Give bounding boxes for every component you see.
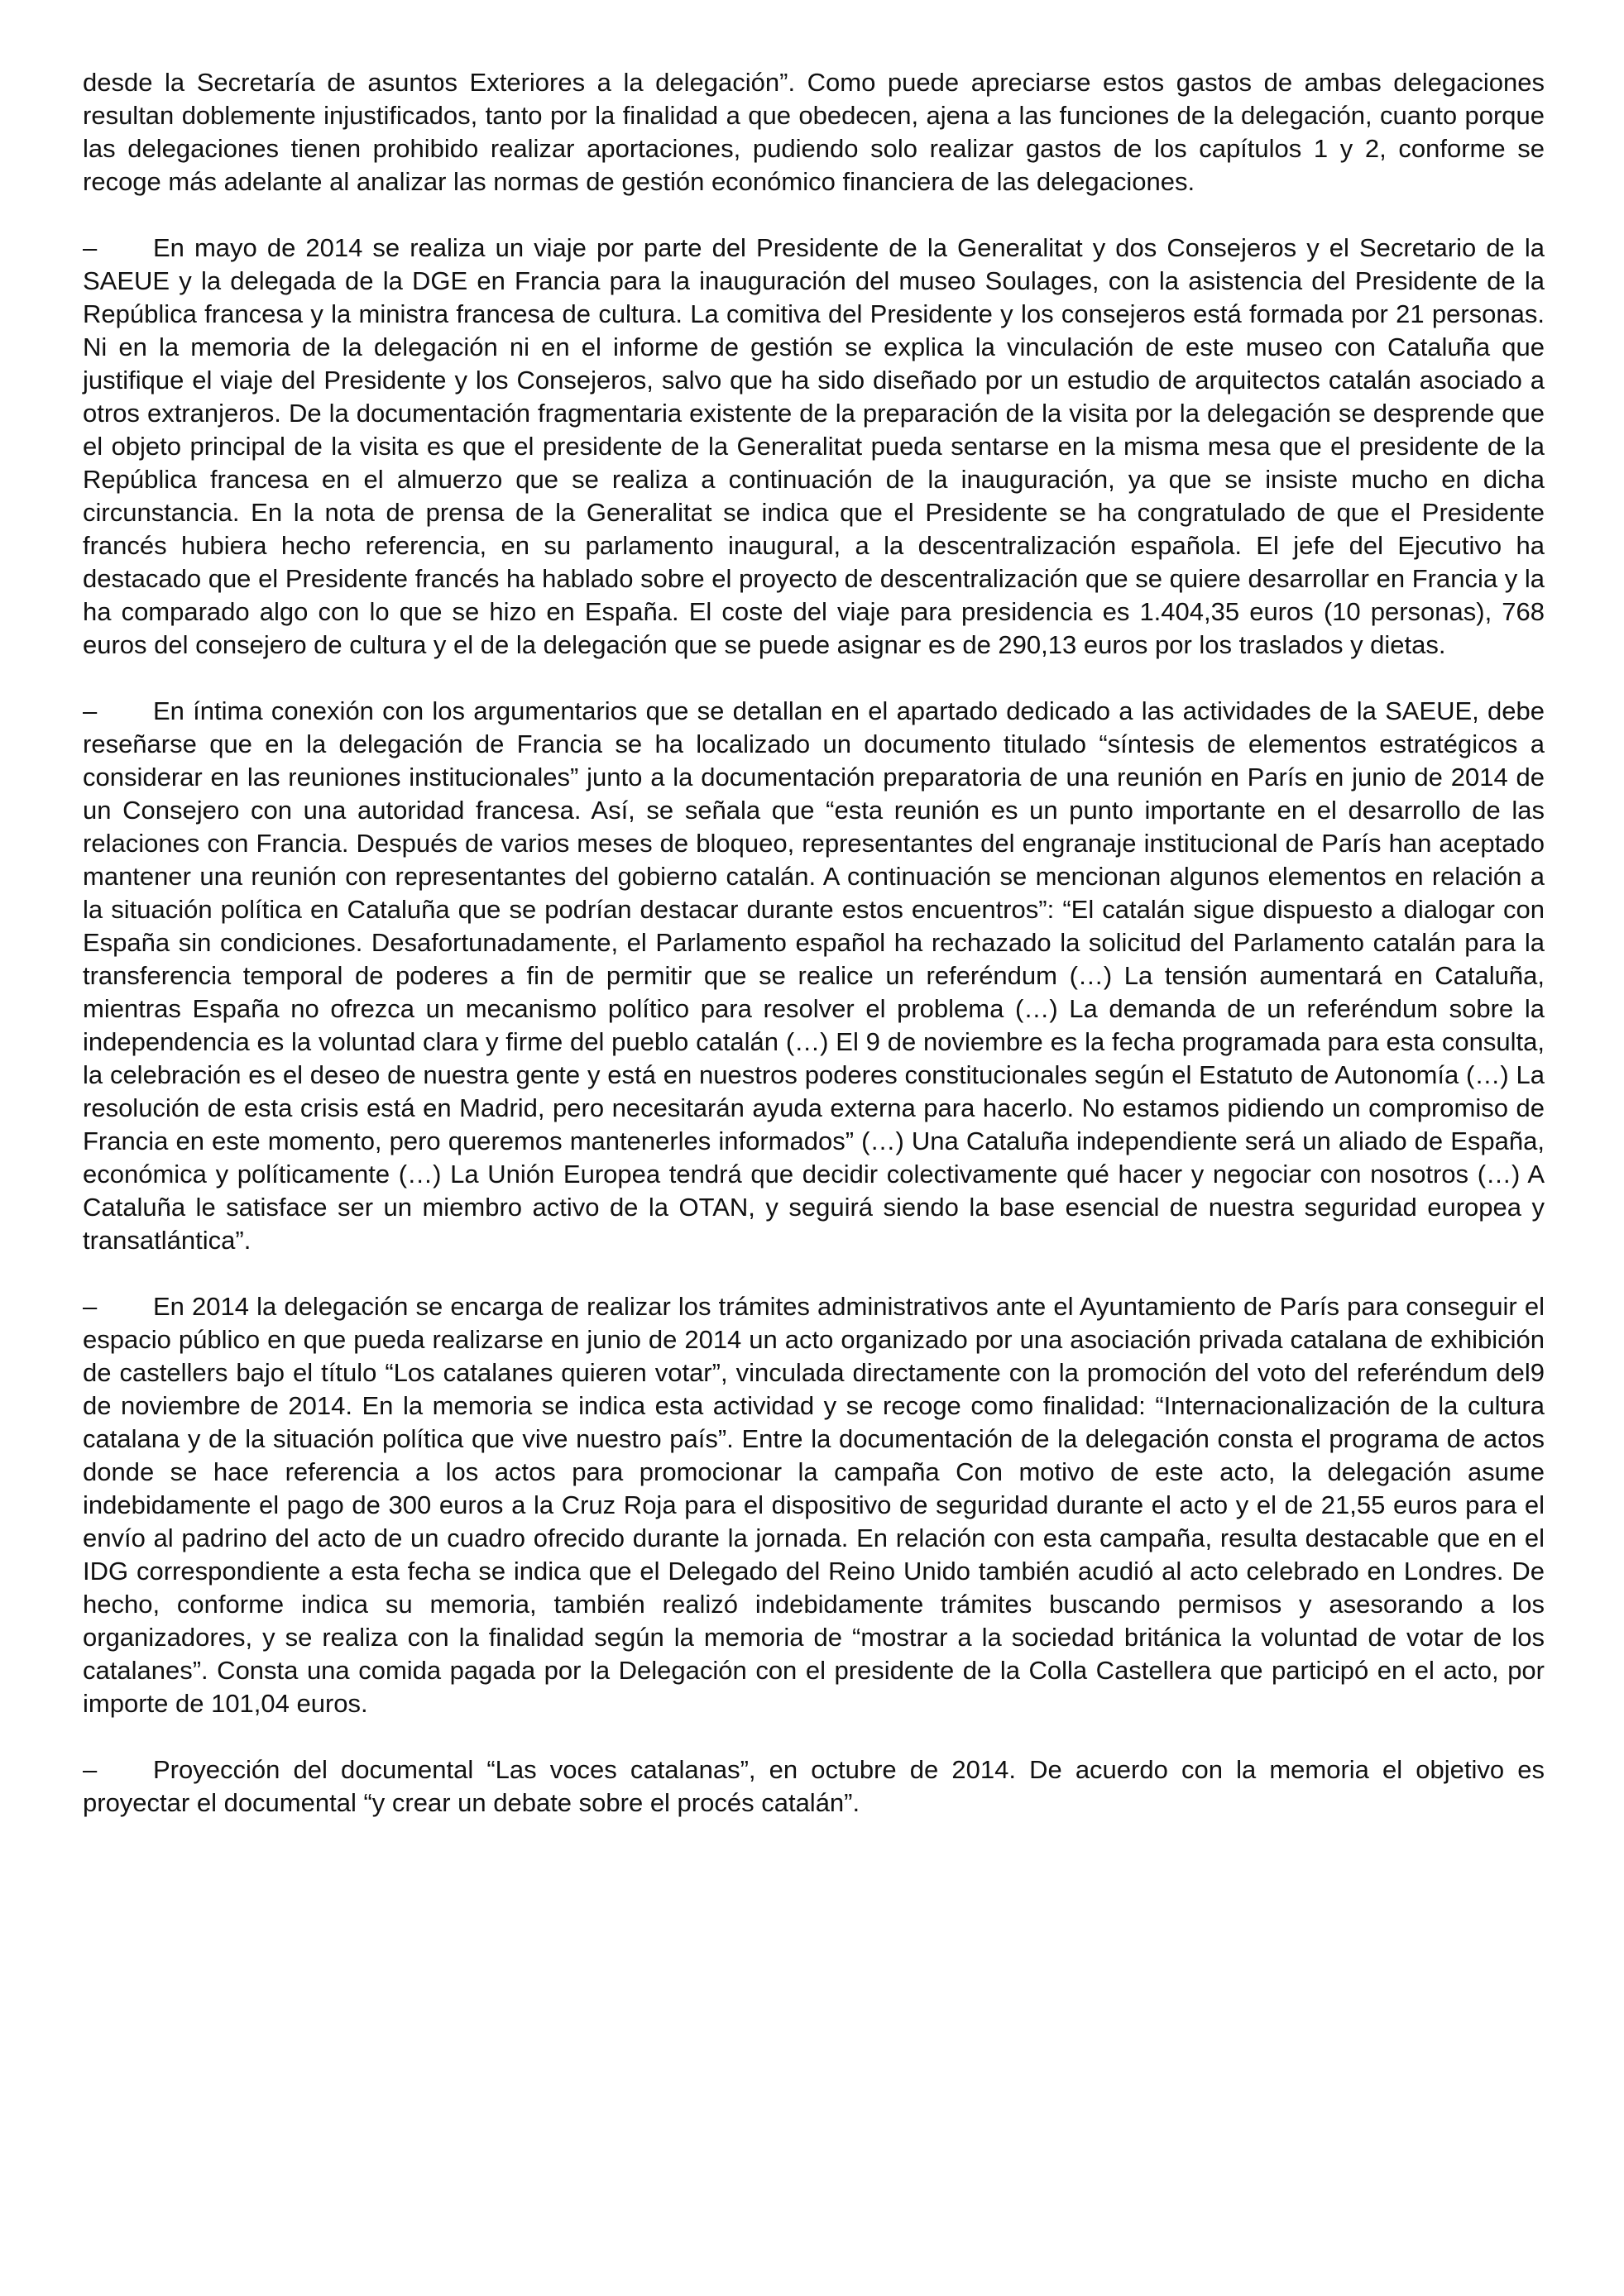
paragraph-bullet-museo-soulages [83,232,1545,662]
paragraph-intro [83,66,1545,199]
bullet-dash-icon: – [83,1755,98,1784]
bullet-dash-icon: – [83,233,98,262]
paragraph-bullet-documental [83,1753,1545,1820]
paragraph-text: En mayo de 2014 se realiza un viaje por parte del Presidente de la Generalitat y dos Consejeros y el Secretario de la SAEUE y la delegada de la DGE en Francia para la inauguración del museo Soulages, con la asistencia del Presidente de la República francesa y la ministra francesa de cultura. La comitiva del Presidente y los consejeros está formada por 21 personas. Ni en la memoria de la delegación ni en el informe de gestión se explica la vinculación de este museo con Cataluña que justifique el viaje del Presidente y los Consejeros, salvo que ha sido diseñado por un estudio de arquitectos catalán asociado a otros extranjeros. De la documentación fragmentaria existente de la preparación de la visita por la delegación se desprende que el objeto principal de la visita es que el presidente de la Generalitat pueda sentarse en la misma mesa que el presidente de la República francesa en el almuerzo que se realiza a continuación de la inauguración, ya que se insiste mucho en dicha circunstancia. En la nota de prensa de la Generalitat se indica que el Presidente se ha congratulado de que el Presidente francés hubiera hecho referencia, en su parlamento inaugural, a la descentralización española. El jefe del Ejecutivo ha destacado que el Presidente francés ha hablado sobre el proyecto de descentralización que se quiere desarrollar en Francia y la ha comparado algo con lo que se hizo en España. El coste del viaje para presidencia es 1.404,35 euros (10 personas), 768 euros del consejero de cultura y el de la delegación que se puede asignar es de 290,13 euros por los traslados y dietas. [83,233,1545,659]
bullet-dash-icon: – [83,1292,98,1321]
paragraph-text: En 2014 la delegación se encarga de realizar los trámites administrativos ante el Ayuntamiento de París para conseguir el espacio público en que pueda realizarse en junio de 2014 un acto organizado por una asociación privada catalana de exhibición de castellers bajo el título “Los catalanes quieren votar”, vinculada directamente con la promoción del voto del referéndum del9 de noviembre de 2014. En la memoria se indica esta actividad y se recoge como finalidad: “Internacionalización de la cultura catalana y de la situación política que vive nuestro país”. Entre la documentación de la delegación consta el programa de actos donde se hace referencia a los actos para promocionar la campaña Con motivo de este acto, la delegación asume indebidamente el pago de 300 euros a la Cruz Roja para el dispositivo de seguridad durante el acto y el de 21,55 euros para el envío al padrino del acto de un cuadro ofrecido durante la jornada. En relación con esta campaña, resulta destacable que en el IDG correspondiente a esta fecha se indica que el Delegado del Reino Unido también acudió al acto celebrado en Londres. De hecho, conforme indica su memoria, también realizó indebidamente trámites buscando permisos y asesorando a los organizadores, y se realiza con la finalidad según la memoria de “mostrar a la sociedad británica la voluntad de votar de los catalanes”. Consta una comida pagada por la Delegación con el presidente de la Colla Castellera que participó en el acto, por importe de 101,04 euros. [83,1292,1545,1718]
paragraph-bullet-castellers [83,1290,1545,1720]
paragraph-bullet-argumentarios [83,695,1545,1257]
bullet-dash-icon: – [83,696,98,725]
paragraph-text: Proyección del documental “Las voces catalanas”, en octubre de 2014. De acuerdo con la memoria el objetivo es proyectar el documental “y crear un debate sobre el procés catalán”. [83,1755,1545,1817]
paragraph-text: desde la Secretaría de asuntos Exteriores a la delegación”. Como puede apreciarse estos gastos de ambas delegaciones resultan doblemente injustificados, tanto por la finalidad a que obedecen, ajena a las funciones de la delegación, cuanto porque las delegaciones tienen prohibido realizar aportaciones, pudiendo solo realizar gastos de los capítulos 1 y 2, conforme se recoge más adelante al analizar las normas de gestión económico financiera de las delegaciones. [83,68,1545,196]
document-page [83,66,1545,1853]
paragraph-text: En íntima conexión con los argumentarios que se detallan en el apartado dedicado a las actividades de la SAEUE, debe reseñarse que en la delegación de Francia se ha localizado un documento titulado “síntesis de elementos estratégicos a considerar en las reuniones institucionales” junto a la documentación preparatoria de una reunión en París en junio de 2014 de un Consejero con una autoridad francesa. Así, se señala que “esta reunión es un punto importante en el desarrollo de las relaciones con Francia. Después de varios meses de bloqueo, representantes del engranaje institucional de París han aceptado mantener una reunión con representantes del gobierno catalán. A continuación se mencionan algunos elementos en relación a la situación política en Cataluña que se podrían destacar durante estos encuentros”: “El catalán sigue dispuesto a dialogar con España sin condiciones. Desafortunadamente, el Parlamento español ha rechazado la solicitud del Parlamento catalán para la transferencia temporal de poderes a fin de permitir que se realice un referéndum (…) La tensión aumentará en Cataluña, mientras España no ofrezca un mecanismo político para resolver el problema (…) La demanda de un referéndum sobre la independencia es la voluntad clara y firme del pueblo catalán (…) El 9 de noviembre es la fecha programada para esta consulta, la celebración es el deseo de nuestra gente y está en nuestros poderes constitucionales según el Estatuto de Autonomía (…) La resolución de esta crisis está en Madrid, pero necesitarán ayuda externa para hacerlo. No estamos pidiendo un compromiso de Francia en este momento, pero queremos mantenerles informados” (…) Una Cataluña independiente será un aliado de España, económica y políticamente (…) La Unión Europea tendrá que decidir colectivamente qué hacer y negociar con nosotros (…) A Cataluña le satisface ser un miembro activo de la OTAN, y seguirá siendo la base esencial de nuestra seguridad europea y transatlántica”. [83,696,1545,1255]
